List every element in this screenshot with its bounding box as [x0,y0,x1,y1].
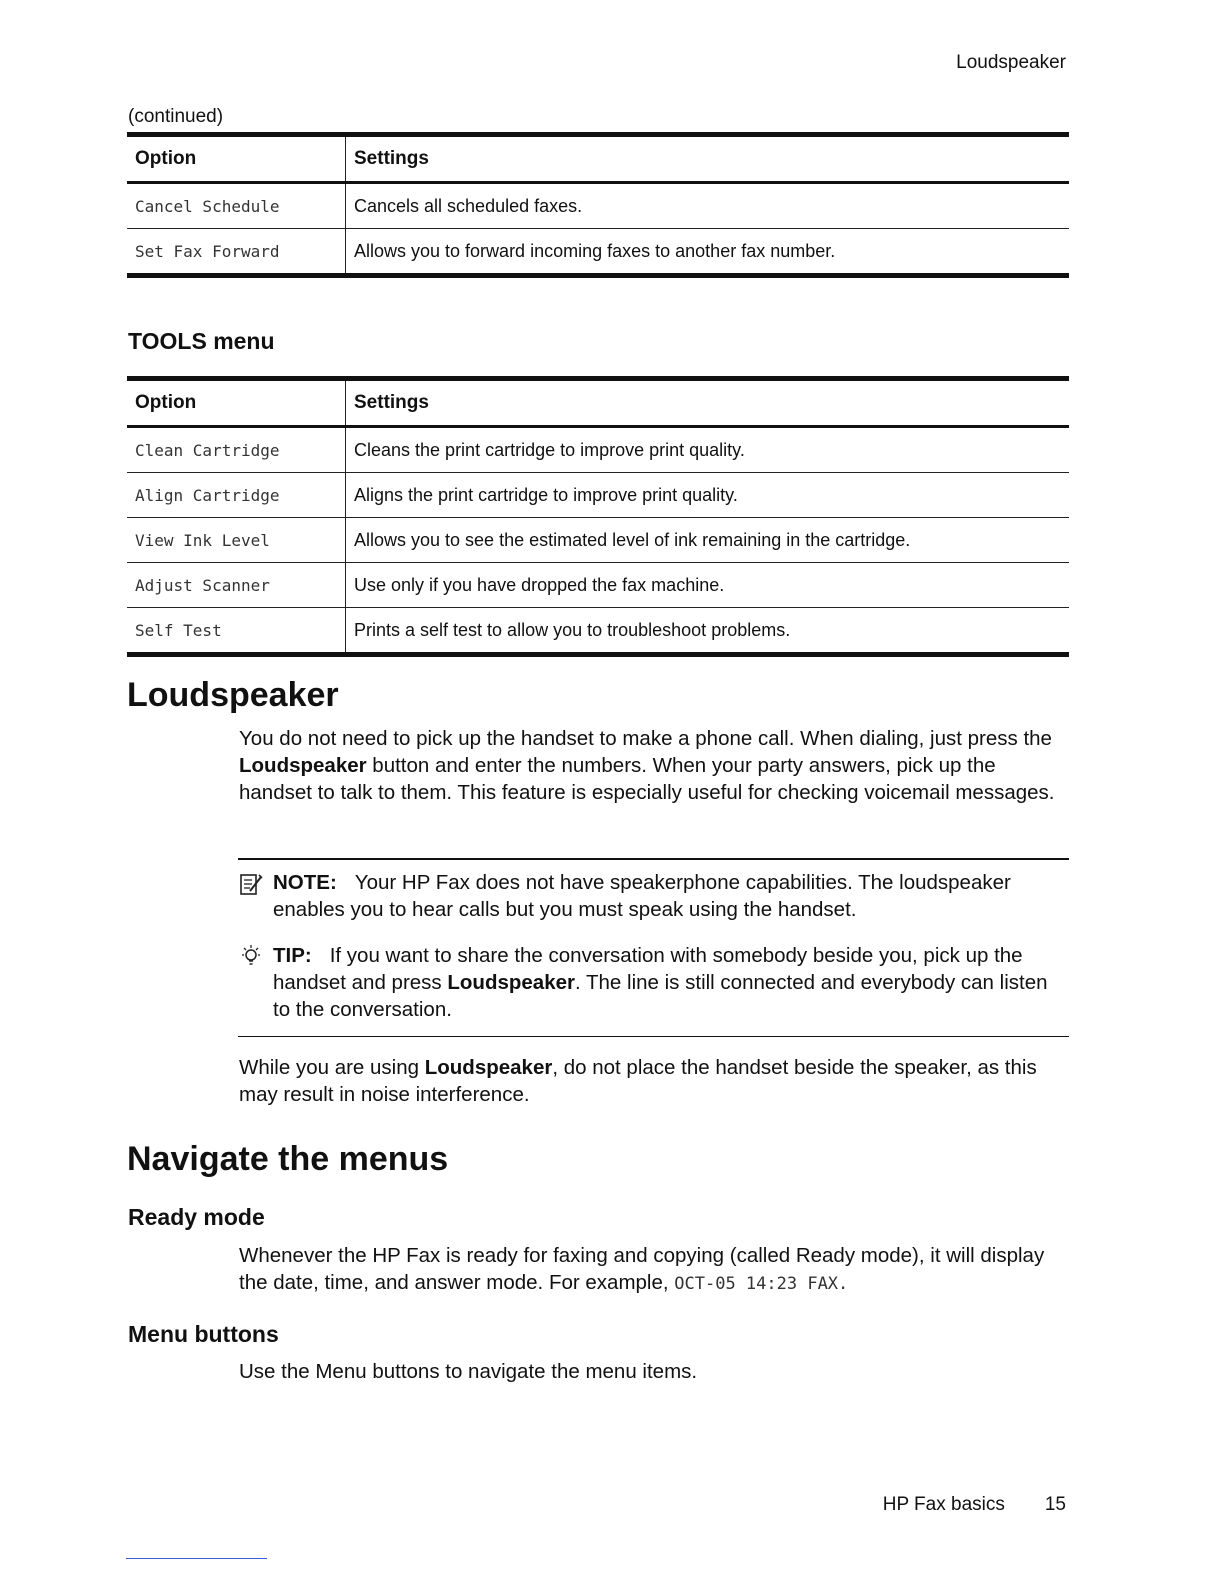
column-header-option: Option [127,135,346,183]
note-label: NOTE: [273,871,337,894]
paragraph-text: While you are using [239,1056,425,1079]
option-cell: Adjust Scanner [127,563,346,608]
continued-label: (continued) [128,106,224,127]
setting-cell: Aligns the print cartridge to improve print quality. [346,473,1070,518]
loudspeaker-term: Loudspeaker [239,754,367,777]
table-row [127,518,1069,563]
paragraph-text: Whenever the HP Fax is ready for faxing and copying (called Ready mode), it will display the date, time, and answer mode. For example, [239,1244,1045,1294]
footer-section-title: HP Fax basics [882,1494,1005,1515]
menu-buttons-heading: Menu buttons [128,1321,279,1347]
tip-callout [273,942,1063,1023]
setting-cell: Use only if you have dropped the fax machine. [346,563,1070,608]
setting-cell: Allows you to see the estimated level of ink remaining in the cartridge. [346,518,1070,563]
option-cell: Set Fax Forward [127,229,346,276]
note-text: Your HP Fax does not have speakerphone capabilities. The loudspeaker enables you to hear calls but you must speak using the handset. [273,871,1011,921]
option-cell: Clean Cartridge [127,427,346,473]
setting-cell: Prints a self test to allow you to troubleshoot problems. [346,608,1070,655]
setting-cell: Cancels all scheduled faxes. [346,183,1070,229]
ready-mode-paragraph [239,1242,1069,1298]
table-header-row [127,135,1069,183]
table-row [127,427,1069,473]
loudspeaker-term: Loudspeaker [424,1056,553,1079]
fax-options-table-continued [127,132,1069,278]
tip-label: TIP: [273,944,312,967]
table-header-row [127,379,1069,427]
running-head: Loudspeaker [956,52,1066,73]
lightbulb-icon [238,944,264,970]
paragraph-text: button and enter the numbers. When your party answers, pick up the handset to talk to them. This feature is especially useful for checking voicemail messages. [239,754,1055,804]
paragraph-text: You do not need to pick up the handset to make a phone call. When dialing, just press the [239,727,1052,750]
note-tip-box [238,858,1069,1037]
table-row [127,183,1069,229]
setting-cell: Allows you to forward incoming faxes to another fax number. [346,229,1070,276]
note-callout [273,869,1063,923]
tip-text: If you want to share the conversation with somebody beside you, pick up the handset and press [273,944,1023,994]
paragraph-text: , do not place the handset beside the speaker, as this may result in noise interference. [239,1056,1037,1106]
option-cell: Align Cartridge [127,473,346,518]
setting-cell: Cleans the print cartridge to improve print quality. [346,427,1070,473]
option-cell: Self Test [127,608,346,655]
loudspeaker-paragraph [239,725,1069,806]
table-row [127,563,1069,608]
column-header-option: Option [127,379,346,427]
tip-text: . The line is still connected and everybody can listen to the conversation. [273,971,1048,1021]
column-header-settings: Settings [346,379,1070,427]
navigate-menus-heading: Navigate the menus [127,1140,449,1178]
table-row [127,608,1069,655]
loudspeaker-term: Loudspeaker [447,971,575,994]
column-header-settings: Settings [346,135,1070,183]
menu-buttons-paragraph: Use the Menu buttons to navigate the menu items. [239,1360,698,1383]
loudspeaker-warning-paragraph [239,1054,1069,1108]
option-cell: View Ink Level [127,518,346,563]
note-icon [238,871,264,897]
page-footer [883,1494,1066,1516]
page-number: 15 [1044,1494,1066,1515]
table-row [127,473,1069,518]
bottom-divider [126,1558,267,1559]
loudspeaker-heading: Loudspeaker [127,676,339,714]
option-cell: Cancel Schedule [127,183,346,229]
tools-options-table [127,376,1069,657]
table-row [127,229,1069,276]
display-example: OCT-05 14:23 FAX. [674,1274,849,1294]
ready-mode-heading: Ready mode [128,1204,265,1230]
tools-menu-heading: TOOLS menu [128,328,275,354]
